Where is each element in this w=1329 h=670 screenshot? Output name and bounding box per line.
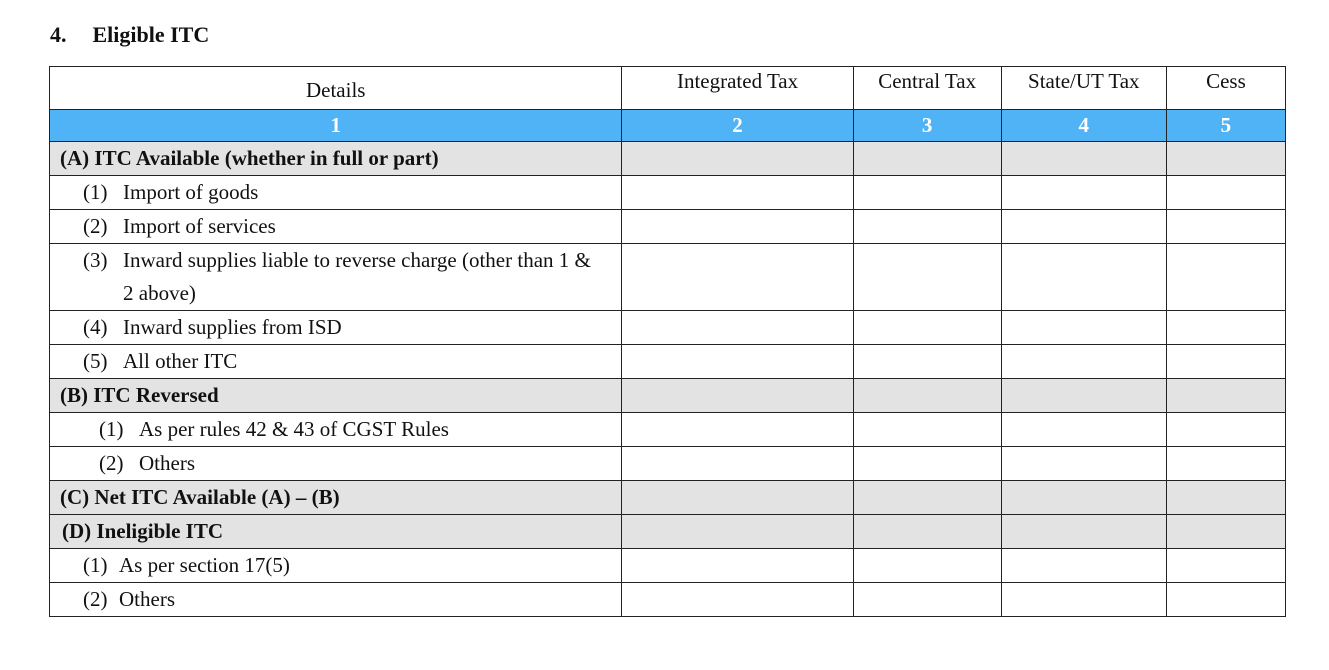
cess-cell	[1166, 413, 1285, 447]
central-tax-cell	[853, 583, 1001, 617]
table-row	[50, 244, 1286, 311]
row-label	[50, 176, 622, 210]
central-tax-cell	[853, 244, 1001, 311]
state-ut-tax-cell	[1001, 142, 1166, 176]
row-label	[50, 244, 622, 311]
state-ut-tax-cell	[1001, 210, 1166, 244]
state-ut-tax-cell	[1001, 481, 1166, 515]
central-tax-cell	[853, 447, 1001, 481]
column-number-row	[50, 110, 1286, 142]
cess-cell	[1166, 311, 1285, 345]
cess-cell	[1166, 176, 1285, 210]
item-text: Others	[119, 587, 175, 611]
integrated-tax-cell	[622, 311, 853, 345]
state-ut-tax-cell	[1001, 413, 1166, 447]
cess-cell	[1166, 583, 1285, 617]
row-label	[50, 345, 622, 379]
integrated-tax-cell	[622, 447, 853, 481]
column-number-2: 2	[622, 110, 853, 142]
item-number: (4)	[83, 315, 108, 339]
table-row	[50, 176, 1286, 210]
central-tax-cell	[853, 210, 1001, 244]
table-row	[50, 447, 1286, 481]
central-tax-cell	[853, 345, 1001, 379]
cess-cell	[1166, 515, 1285, 549]
group-label: (C) Net ITC Available (A) – (B)	[50, 481, 622, 515]
row-label	[50, 413, 622, 447]
column-number-1: 1	[50, 110, 622, 142]
section-number: 4.	[50, 22, 67, 47]
state-ut-tax-cell	[1001, 583, 1166, 617]
group-row-itc-available	[50, 142, 1286, 176]
cess-cell	[1166, 142, 1285, 176]
integrated-tax-cell	[622, 345, 853, 379]
item-number: (2)	[99, 451, 124, 475]
item-number: (2)	[83, 587, 108, 611]
group-label: (B) ITC Reversed	[50, 379, 622, 413]
state-ut-tax-cell	[1001, 244, 1166, 311]
item-text: As per rules 42 & 43 of CGST Rules	[139, 417, 449, 441]
state-ut-tax-cell	[1001, 447, 1166, 481]
row-label	[50, 549, 622, 583]
central-tax-cell	[853, 142, 1001, 176]
state-ut-tax-cell	[1001, 311, 1166, 345]
header-cess: Cess	[1166, 67, 1285, 110]
state-ut-tax-cell	[1001, 515, 1166, 549]
integrated-tax-cell	[622, 515, 853, 549]
central-tax-cell	[853, 413, 1001, 447]
item-text: Import of services	[123, 214, 276, 238]
cess-cell	[1166, 481, 1285, 515]
item-text: Import of goods	[123, 180, 259, 204]
group-row-itc-reversed	[50, 379, 1286, 413]
table-header-row	[50, 67, 1286, 110]
integrated-tax-cell	[622, 549, 853, 583]
central-tax-cell	[853, 379, 1001, 413]
cess-cell	[1166, 549, 1285, 583]
cess-cell	[1166, 244, 1285, 311]
section-title: Eligible ITC	[92, 22, 210, 47]
group-row-ineligible-itc	[50, 515, 1286, 549]
header-integrated-tax: Integrated Tax	[622, 67, 853, 110]
item-number: (3)	[83, 248, 108, 272]
table-row	[50, 311, 1286, 345]
row-label	[50, 210, 622, 244]
eligible-itc-table	[49, 66, 1286, 617]
central-tax-cell	[853, 481, 1001, 515]
integrated-tax-cell	[622, 244, 853, 311]
integrated-tax-cell	[622, 379, 853, 413]
item-number: (1)	[83, 180, 108, 204]
table-row	[50, 210, 1286, 244]
row-label	[50, 311, 622, 345]
group-row-net-itc-available	[50, 481, 1286, 515]
item-text: Others	[139, 451, 195, 475]
state-ut-tax-cell	[1001, 379, 1166, 413]
header-details: Details	[50, 67, 622, 110]
integrated-tax-cell	[622, 176, 853, 210]
item-number: (1)	[83, 553, 108, 577]
item-text: Inward supplies liable to reverse charge (other than 1 & 2 above)	[123, 248, 591, 305]
column-number-3: 3	[853, 110, 1001, 142]
column-number-4: 4	[1001, 110, 1166, 142]
central-tax-cell	[853, 176, 1001, 210]
state-ut-tax-cell	[1001, 176, 1166, 210]
header-central-tax: Central Tax	[853, 67, 1001, 110]
cess-cell	[1166, 447, 1285, 481]
item-number: (5)	[83, 349, 108, 373]
cess-cell	[1166, 345, 1285, 379]
state-ut-tax-cell	[1001, 549, 1166, 583]
cess-cell	[1166, 210, 1285, 244]
table-row	[50, 549, 1286, 583]
integrated-tax-cell	[622, 583, 853, 617]
column-number-5: 5	[1166, 110, 1285, 142]
header-state-ut-tax: State/UT Tax	[1001, 67, 1166, 110]
central-tax-cell	[853, 549, 1001, 583]
row-label	[50, 583, 622, 617]
table-row	[50, 345, 1286, 379]
table-row	[50, 583, 1286, 617]
table-row	[50, 413, 1286, 447]
cess-cell	[1166, 379, 1285, 413]
group-label: (A) ITC Available (whether in full or part)	[50, 142, 622, 176]
state-ut-tax-cell	[1001, 345, 1166, 379]
integrated-tax-cell	[622, 413, 853, 447]
item-number: (1)	[99, 417, 124, 441]
integrated-tax-cell	[622, 142, 853, 176]
central-tax-cell	[853, 311, 1001, 345]
item-text: All other ITC	[123, 349, 238, 373]
item-text: As per section 17(5)	[119, 553, 290, 577]
item-text: Inward supplies from ISD	[123, 315, 342, 339]
integrated-tax-cell	[622, 481, 853, 515]
section-heading	[50, 20, 209, 50]
central-tax-cell	[853, 515, 1001, 549]
item-number: (2)	[83, 214, 108, 238]
integrated-tax-cell	[622, 210, 853, 244]
row-label	[50, 447, 622, 481]
group-label: (D) Ineligible ITC	[50, 515, 622, 549]
